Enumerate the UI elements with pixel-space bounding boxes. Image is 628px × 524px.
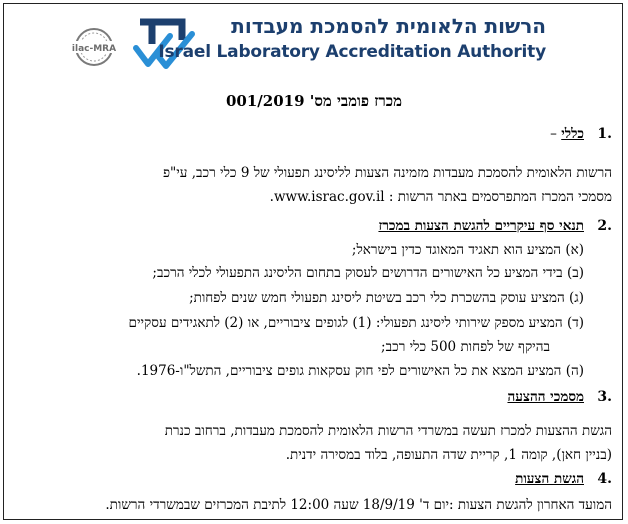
section-3-line: (בניין חאן), קומה 1, קריית שדה התעופה, בלוד במסירה ידנית. [285,447,612,463]
org-name-hebrew: הרשות הלאומית להסמכת מעבדות [231,14,546,38]
section-1-number: 1. [597,126,612,142]
section-3-number: 3. [597,389,612,405]
ilac-mra-logo [64,27,124,67]
section-2-line: (ג) המציע עוסק בהשכרת כלי רכב בשיטת ליסינג תפעולי חמש שנים לפחות; [189,290,584,306]
letterhead [4,4,623,84]
section-2-number: 2. [597,218,612,234]
section-1-line: הרשות הלאומית להסמכת מעבדות מזמינה הצעות לליסינג תפעולי של 9 כלי רכב, עי"פ [162,165,612,181]
section-2-line: (ד) המציע מספק שירותי ליסינג תפעולי: (1) לגופים ציבוריים, או (2) לתאגידים עסקיים [128,315,584,331]
section-3-line: הגשת ההצעות למכרז תעשה במשרדי הרשות הלאומית להסמכת מעבדות, ברחוב כנרת [164,423,612,439]
section-2-line: בהיקף של לפחות 500 כלי רכב; [381,339,550,355]
section-4-heading: הגשת הצעות [515,471,584,487]
section-1-heading: כללי – [550,126,584,142]
section-4-line: המועד האחרון להגשת הצעות :יום ד' 18/9/19 שעה 12:00 לתיבת המכרזים שבמשרדי הרשות. [105,497,612,513]
tender-title: מכרז פומבי מס' 001/2019 [225,92,403,110]
section-1-line: מסמכי המכרז המתפרסמים באתר הרשות : www.israc.gov.il. [269,189,612,205]
ilac-mark-text: ilac-MRA [71,44,117,54]
section-4-number: 4. [597,471,612,487]
section-2-heading: תנאי סף עיקריים להגשת הצעות במכרז [378,218,584,234]
section-2-line: (א) המציע הוא תאגיד המאוגד כדין בישראל; [351,242,584,258]
section-2-line: (ב) בידי המציע כל האישורים הדרושים לעסוק בתחום הליסינג התפעולי לכלי הרכב; [152,265,584,281]
document-page [3,3,623,520]
section-2-line: (ה) המציע המצא את כל האישורים לפי חוק עסקאות גופים ציבוריים, התשל"ו-1976. [136,363,584,379]
section-3-heading: מסמכי ההצעה [507,389,584,405]
org-name-english: Israel Laboratory Accreditation Authority [158,42,546,62]
